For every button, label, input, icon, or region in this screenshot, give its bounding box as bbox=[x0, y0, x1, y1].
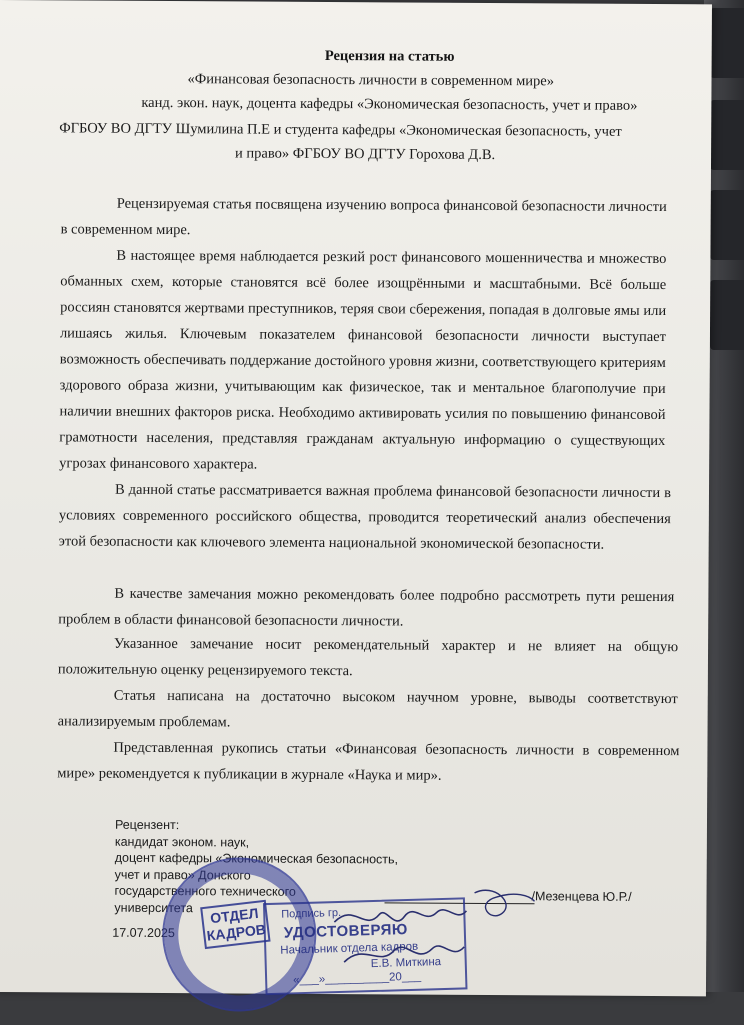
stamp-line: Подпись гр. bbox=[281, 906, 342, 921]
paragraph: Представленная рукопись статьи «Финансовая безопасность личности в современном мире» рекомендуется к публикации в журнале «Наука и мир». bbox=[57, 739, 680, 784]
handwritten-signature bbox=[324, 872, 545, 983]
reviewer-line: университета bbox=[114, 900, 193, 915]
header-line: «Финансовая безопасность личности в современном мире» bbox=[187, 71, 555, 90]
stamp-line: УДОСТОВЕРЯЮ bbox=[283, 921, 409, 942]
reviewer-line: доцент кафедры «Экономическая безопасность, bbox=[114, 850, 399, 867]
paragraph: В качестве замечания можно рекомендовать более подробно рассмотреть пути решения проблем в области финансовой безопасности личности. bbox=[58, 585, 675, 630]
stamp-line: ОТДЕЛ bbox=[209, 904, 260, 927]
paragraph: Указанное замечание носит рекомендательный характер и не влияет на общую положительную оценку рецензируемого текста. bbox=[57, 635, 679, 680]
reviewer-line: Рецензент: bbox=[114, 817, 180, 833]
stamp-line: КАДРОВ bbox=[205, 921, 267, 944]
review-date: 17.07.2025 bbox=[112, 925, 175, 941]
paragraph: Статья написана на достаточно высоком научном уровне, выводы соответствуют анализируемым проблемам. bbox=[57, 687, 678, 731]
header-line: и право» ФГБОУ ВО ДГТУ Горохова Д.В. bbox=[235, 145, 496, 164]
stamp-line: Начальник отдела кадров bbox=[280, 940, 419, 957]
document-title: Рецензия на статью bbox=[324, 47, 455, 65]
reviewer-name: /Мезенцева Ю.Р./ bbox=[531, 889, 632, 904]
keyboard-key bbox=[710, 190, 744, 260]
hr-department-stamp bbox=[200, 900, 270, 949]
header-line: ФГБОУ ВО ДГТУ Шумилина П.Е и студента кафедры «Экономическая безопасность, учет bbox=[59, 120, 622, 140]
paragraph: Рецензируемая статья посвящена изучению вопроса финансовой безопасности личности в современном мире. bbox=[60, 195, 667, 239]
stamp-line: «___»__________20___ bbox=[293, 970, 422, 987]
keyboard-key bbox=[710, 100, 744, 170]
stamp-line: Е.В. Миткина bbox=[370, 956, 442, 971]
keyboard-key bbox=[710, 280, 744, 350]
reviewer-line: государственного технического bbox=[114, 883, 296, 899]
paragraph: В данной статье рассматривается важная проблема финансовой безопасности личности в условиях современного российского общества, проводится теоретический анализ обеспечения этой безопасности как ключевого элемента национальной экономической безопасности. bbox=[58, 481, 672, 553]
header-line: канд. экон. наук, доцента кафедры «Экономическая безопасность, учет и право» bbox=[141, 94, 638, 114]
reviewer-line: кандидат эконом. наук, bbox=[114, 834, 250, 850]
paragraph: В настоящее время наблюдается резкий рост финансового мошенничества и множество обманных схем, которые становятся всё более изощрёнными и масштабными. Всё больше россиян становятся жертвами преступников, теряя свои сбережения, попадая в долговые ямы или лишаясь жилья. Ключевым показателем финансовой безопасности личности выступает возможность обеспечивать поддержание достойного уровня жизни, соответствующего критериям здорового образа жизни, учитывающим как физическое, так и ментальное благополучие при наличии внешних факторов риска. Необходимо активировать усилия по повышению финансовой грамотности населения, представляя гражданам актуальную информацию о существующих угрозах финансового характера. bbox=[59, 247, 667, 473]
reviewer-line: учет и право» Донского bbox=[114, 867, 251, 883]
